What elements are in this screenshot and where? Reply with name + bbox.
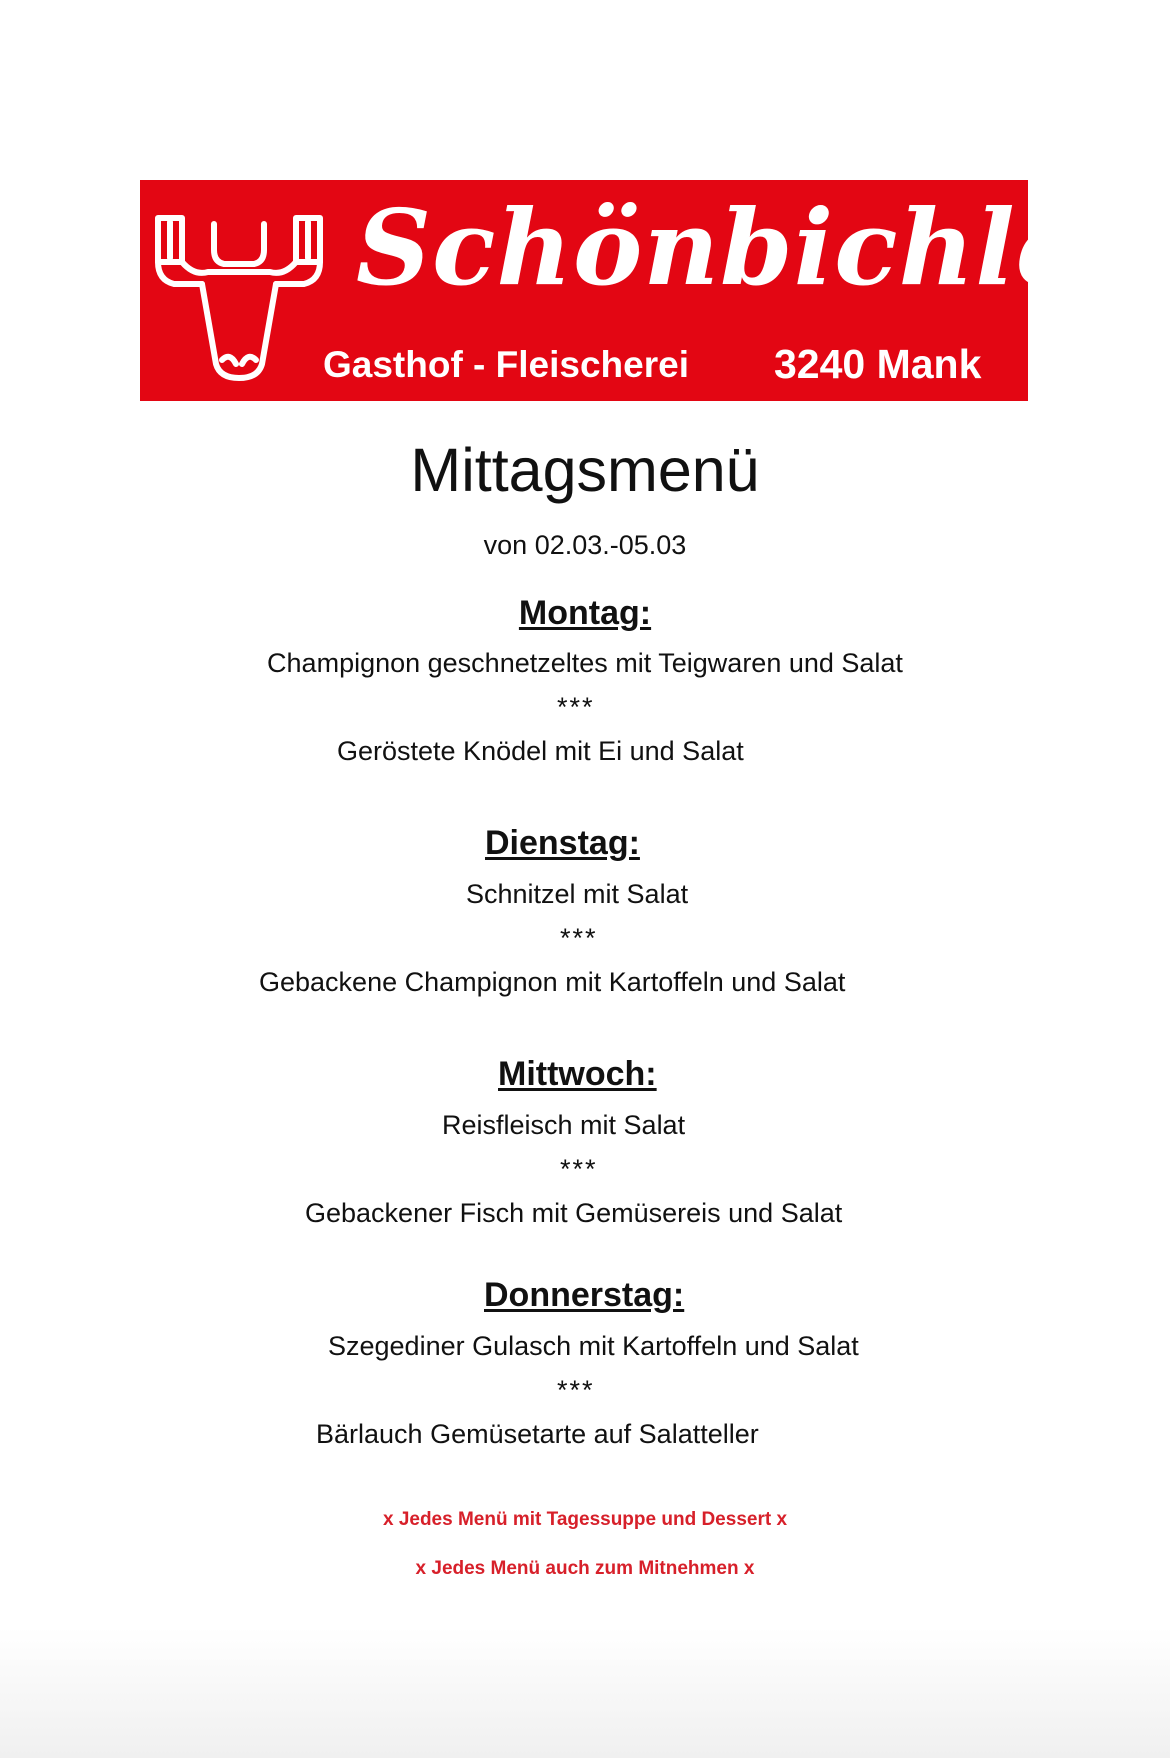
dish-montag-1: Champignon geschnetzeltes mit Teigwaren und Salat (267, 648, 903, 678)
dish-donnerstag-1: Szegediner Gulasch mit Kartoffeln und Salat (328, 1331, 859, 1361)
dish-separator: *** (560, 1154, 598, 1184)
dish-montag-2: Geröstete Knödel mit Ei und Salat (337, 736, 744, 766)
menu-note-soup-dessert: x Jedes Menü mit Tagessuppe und Dessert x (382, 1509, 788, 1530)
page-title: Mittagsmenü (410, 436, 760, 504)
brand-name: Schönbichler (356, 186, 1139, 309)
dish-mittwoch-2: Gebackener Fisch mit Gemüsereis und Salat (305, 1198, 843, 1228)
day-heading-donnerstag: Donnerstag: (484, 1276, 685, 1314)
dish-mittwoch-1: Reisfleisch mit Salat (442, 1110, 686, 1140)
dish-separator: *** (557, 692, 595, 722)
date-range: von 02.03.-05.03 (483, 530, 687, 560)
dish-separator: *** (557, 1375, 595, 1405)
day-heading-montag: Montag: (518, 594, 652, 632)
brand-subtitle: Gasthof - Fleischerei (323, 344, 689, 385)
dish-dienstag-2: Gebackene Champignon mit Kartoffeln und Salat (259, 967, 846, 997)
dish-separator: *** (560, 923, 598, 953)
logo-banner (140, 180, 1139, 401)
bull-head-icon (154, 214, 324, 384)
day-heading-dienstag: Dienstag: (485, 824, 640, 862)
menu-note-takeaway: x Jedes Menü auch zum Mitnehmen x (415, 1558, 755, 1579)
day-heading-mittwoch: Mittwoch: (498, 1055, 657, 1093)
dish-dienstag-1: Schnitzel mit Salat (466, 879, 689, 909)
page-bottom-shadow (0, 1628, 1170, 1758)
brand-location: 3240 Mank (774, 341, 982, 387)
dish-donnerstag-2: Bärlauch Gemüsetarte auf Salatteller (316, 1419, 759, 1449)
